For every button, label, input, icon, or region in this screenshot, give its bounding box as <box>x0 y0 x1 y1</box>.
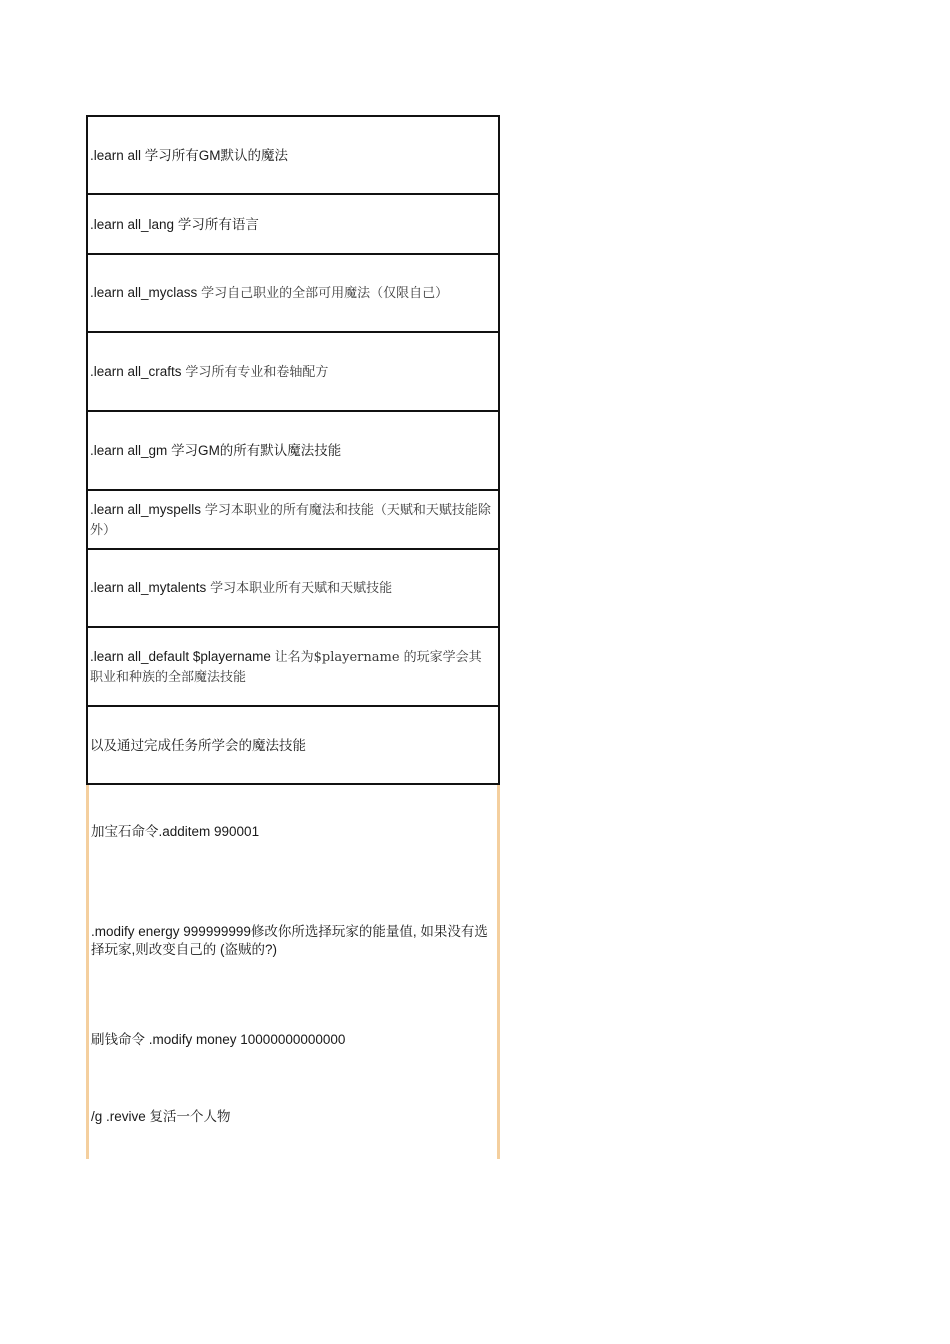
table-row <box>88 628 498 707</box>
command-description: 学习GM的所有默认魔法技能 <box>171 443 342 458</box>
table-row <box>88 491 498 550</box>
learn-commands-section <box>86 115 500 785</box>
row-text <box>90 283 448 303</box>
table-row <box>88 707 498 785</box>
command-text: .learn all_myclass <box>90 285 198 300</box>
row-text <box>90 215 259 234</box>
energy-command-line: .modify energy 999999999修改你所选择玩家的能量值, 如果没有选择玩家,则改变自己的 (盗贼的?) <box>91 924 488 957</box>
row-text <box>90 736 306 755</box>
command-text: .learn all_gm <box>90 443 168 458</box>
table-row <box>88 117 498 195</box>
row-text <box>90 146 288 165</box>
table-row <box>88 255 498 333</box>
command-description: 学习所有专业和卷轴配方 <box>185 364 329 380</box>
command-description: 学习所有GM默认的魔法 <box>144 147 289 163</box>
command-text: .learn all_myspells <box>90 501 202 517</box>
command-description: 学习所有语言 <box>177 216 259 232</box>
row-text <box>90 647 494 687</box>
table-row <box>88 550 498 628</box>
table-row <box>88 195 498 255</box>
gem-command-line: 加宝石命令.additem 990001 <box>91 824 260 839</box>
table-row <box>88 333 498 412</box>
command-description: 以及通过完成任务所学会的魔法技能 <box>90 737 306 753</box>
command-text: .learn all <box>90 147 142 163</box>
command-text: .learn all_default $playername <box>90 648 271 664</box>
revive-command-line: /g .revive 复活一个人物 <box>91 1109 231 1124</box>
command-text: .learn all_lang <box>90 216 175 232</box>
table-row <box>88 412 498 491</box>
command-description: 学习本职业所有天赋和天赋技能 <box>210 581 393 596</box>
command-description: 学习自己职业的全部可用魔法（仅限自己） <box>201 286 449 301</box>
command-description: 学习本职业的所有魔法和技能（天赋和天赋技能除外） <box>90 502 491 538</box>
money-command-line: 刷钱命令 .modify money 10000000000000 <box>91 1032 346 1047</box>
command-description: 让名为$playername 的玩家学会其职业和种族的全部魔法技能 <box>90 649 482 685</box>
command-text: .learn all_crafts <box>90 363 182 379</box>
command-text: .learn all_mytalents <box>90 580 207 595</box>
command-table <box>86 115 500 1159</box>
row-text <box>90 362 328 382</box>
row-text <box>90 500 494 540</box>
row-text <box>90 578 392 598</box>
extra-commands-section <box>86 785 500 1159</box>
row-text <box>90 441 341 460</box>
